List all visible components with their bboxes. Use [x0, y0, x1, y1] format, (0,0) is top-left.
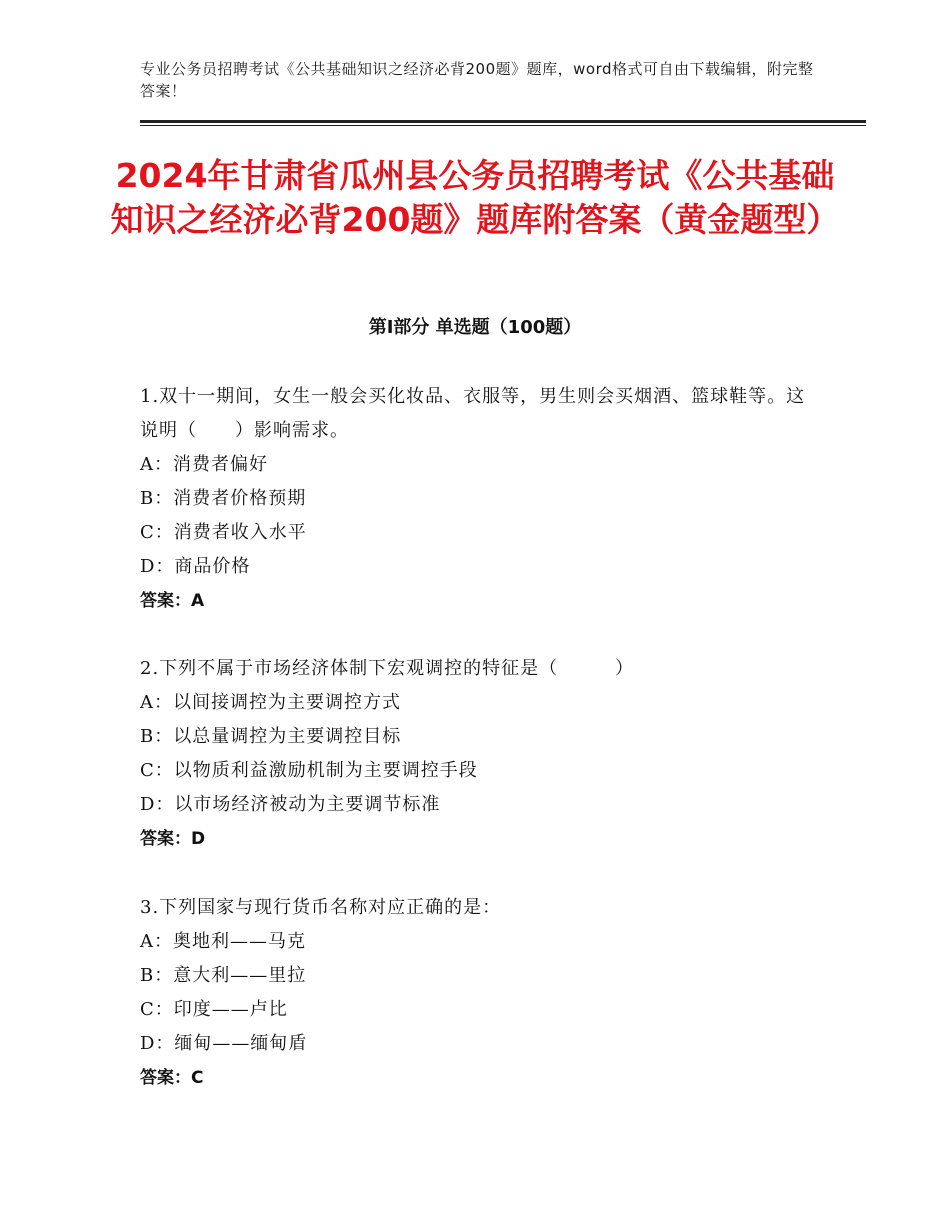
question-1	[140, 380, 820, 618]
answer: 答案：A	[140, 591, 205, 611]
document-title: 2024年甘肃省瓜州县公务员招聘考试《公共基础知识之经济必背200题》题库附答案（黄金题型）	[110, 156, 840, 239]
header-divider-thin	[140, 125, 866, 126]
option-a: A：消费者偏好	[140, 454, 268, 475]
option-b: B：消费者价格预期	[140, 488, 307, 509]
question-stem: 1.双十一期间，女生一般会买化妆品、衣服等，男生则会买烟酒、篮球鞋等。这说明（ ）影响需求。	[140, 386, 806, 441]
option-c: C：以物质利益激励机制为主要调控手段	[140, 760, 478, 781]
option-c: C：消费者收入水平	[140, 522, 307, 543]
question-2	[140, 652, 820, 856]
option-a: A：奥地利——马克	[140, 931, 306, 952]
header-note: 专业公务员招聘考试《公共基础知识之经济必背200题》题库，word格式可自由下载编辑，附完整答案！	[140, 60, 814, 100]
answer: 答案：C	[140, 1068, 204, 1088]
question-3	[140, 891, 820, 1095]
option-d: D：商品价格	[140, 556, 251, 577]
option-b: B：以总量调控为主要调控目标	[140, 726, 402, 747]
option-a: A：以间接调控为主要调控方式	[140, 692, 401, 713]
section-heading: 第Ⅰ部分 单选题（100题）	[368, 317, 582, 338]
question-stem: 2.下列不属于市场经济体制下宏观调控的特征是（ ）	[140, 658, 635, 679]
question-stem: 3.下列国家与现行货币名称对应正确的是：	[140, 897, 502, 918]
header-divider	[140, 120, 866, 123]
answer: 答案：D	[140, 829, 206, 849]
option-c: C：印度——卢比	[140, 999, 288, 1020]
option-d: D：以市场经济被动为主要调节标准	[140, 794, 441, 815]
option-b: B：意大利——里拉	[140, 965, 307, 986]
option-d: D：缅甸——缅甸盾	[140, 1033, 308, 1054]
